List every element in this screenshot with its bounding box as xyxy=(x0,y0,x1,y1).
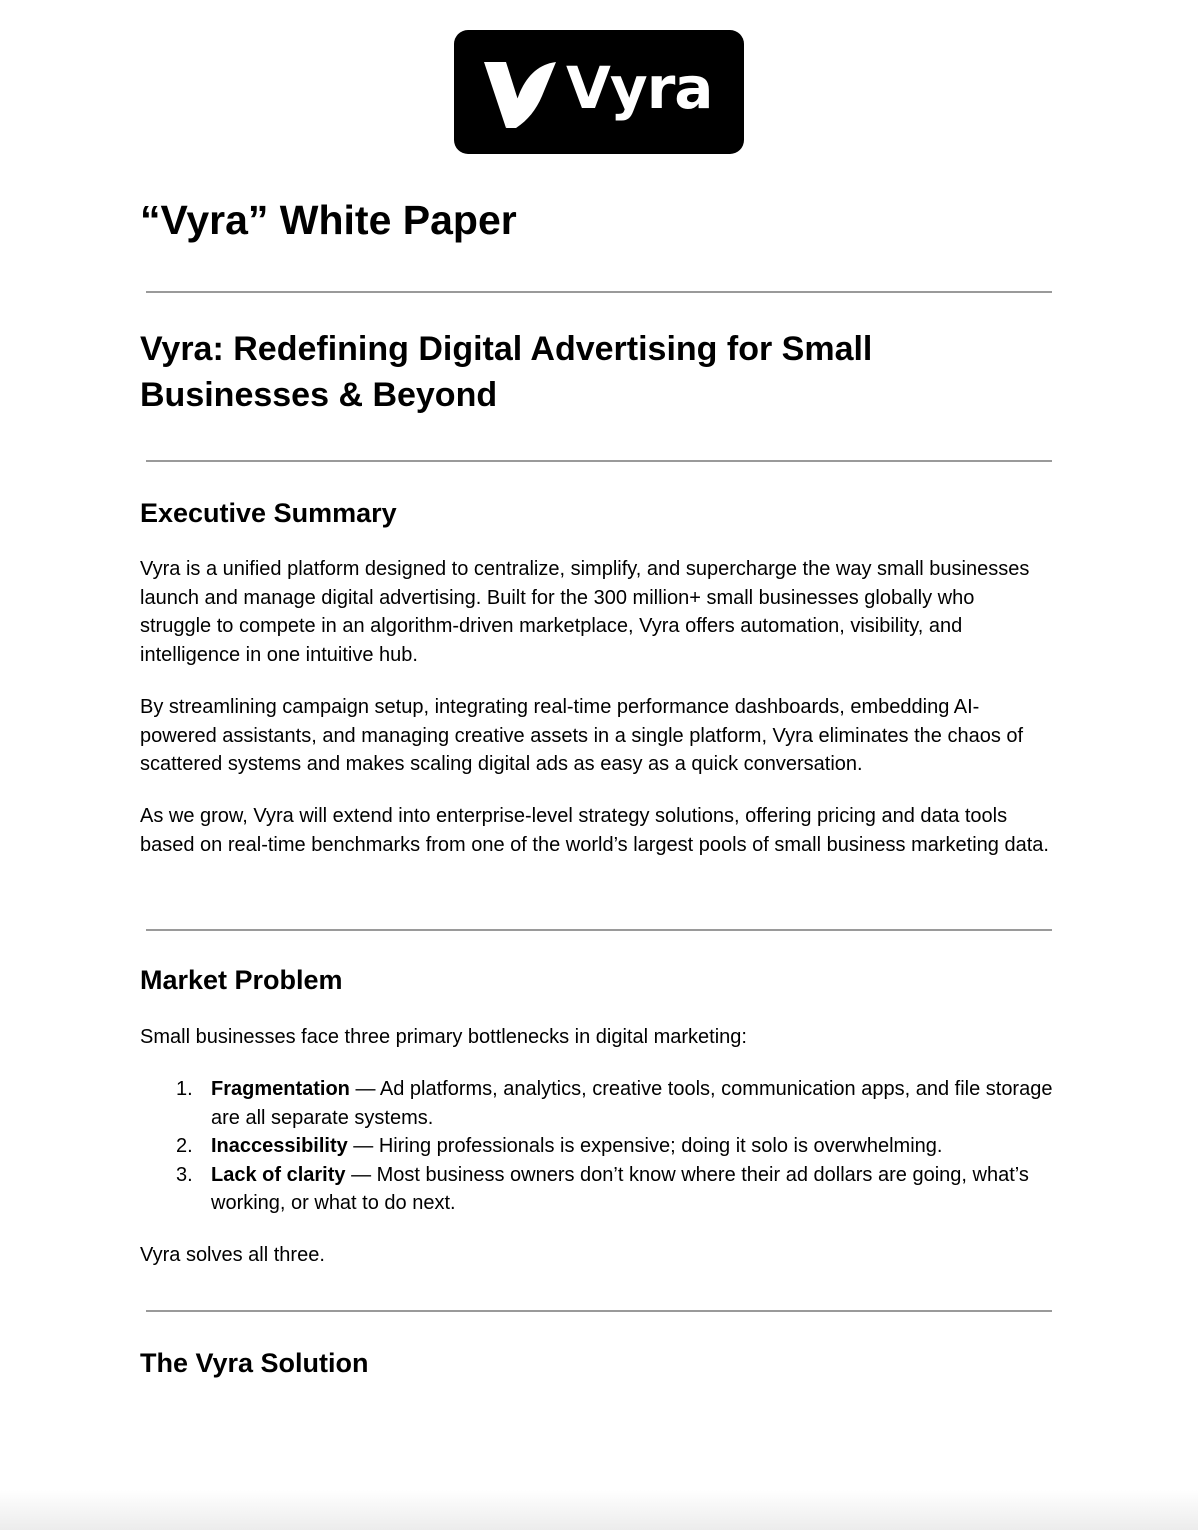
list-number: 2. xyxy=(176,1135,193,1157)
list-item xyxy=(140,1161,1055,1218)
list-item xyxy=(140,1075,1055,1132)
list-text: — Most business owners don’t know where their ad dollars are going, what’s working, or what to do next. xyxy=(211,1163,1029,1214)
executive-summary-heading: Executive Summary xyxy=(140,498,397,528)
market-problem-conclusion: Vyra solves all three. xyxy=(140,1244,325,1266)
vyra-v-logo-icon xyxy=(484,60,556,128)
executive-summary-paragraph: As we grow, Vyra will extend into enterprise-level strategy solutions, offering pricing and data tools based on real-time benchmarks from one of the world’s largest pools of small business marketing data. xyxy=(140,805,1049,856)
solution-heading: The Vyra Solution xyxy=(140,1348,369,1378)
list-number: 3. xyxy=(176,1163,193,1186)
list-text: — Ad platforms, analytics, creative tools, communication apps, and file storage are all separate systems. xyxy=(211,1078,1053,1129)
divider xyxy=(146,929,1052,931)
divider xyxy=(146,460,1052,462)
market-problem-list xyxy=(140,1075,1055,1218)
document-subtitle: Vyra: Redefining Digital Advertising for Small Businesses & Beyond xyxy=(140,330,873,414)
divider xyxy=(146,1310,1052,1312)
page-edge-shadow xyxy=(0,1490,1198,1530)
market-problem-heading: Market Problem xyxy=(140,965,343,995)
list-term: Lack of clarity xyxy=(211,1163,346,1186)
logo-wordmark: Vyra xyxy=(566,54,713,122)
divider xyxy=(146,291,1052,293)
market-problem-intro: Small businesses face three primary bottlenecks in digital marketing: xyxy=(140,1026,747,1048)
list-text: — Hiring professionals is expensive; doing it solo is overwhelming. xyxy=(347,1135,943,1157)
executive-summary-paragraph: Vyra is a unified platform designed to centralize, simplify, and supercharge the way small businesses launch and manage digital advertising. Built for the 300 million+ small businesses globally who struggle to compete in an algorithm-driven marketplace, Vyra offers automation, visibility, and intelligence in one intuitive hub. xyxy=(140,558,1030,666)
document-title: “Vyra” White Paper xyxy=(140,197,517,243)
vyra-logo xyxy=(454,30,744,154)
executive-summary-paragraph: By streamlining campaign setup, integrating real-time performance dashboards, embedding AI-powered assistants, and managing creative assets in a single platform, Vyra eliminates the chaos of scattered systems and makes scaling digital ads as easy as a quick conversation. xyxy=(140,696,1024,775)
list-term: Inaccessibility xyxy=(211,1135,348,1157)
list-term: Fragmentation xyxy=(211,1078,350,1100)
list-item xyxy=(140,1132,1055,1161)
list-number: 1. xyxy=(176,1078,193,1100)
